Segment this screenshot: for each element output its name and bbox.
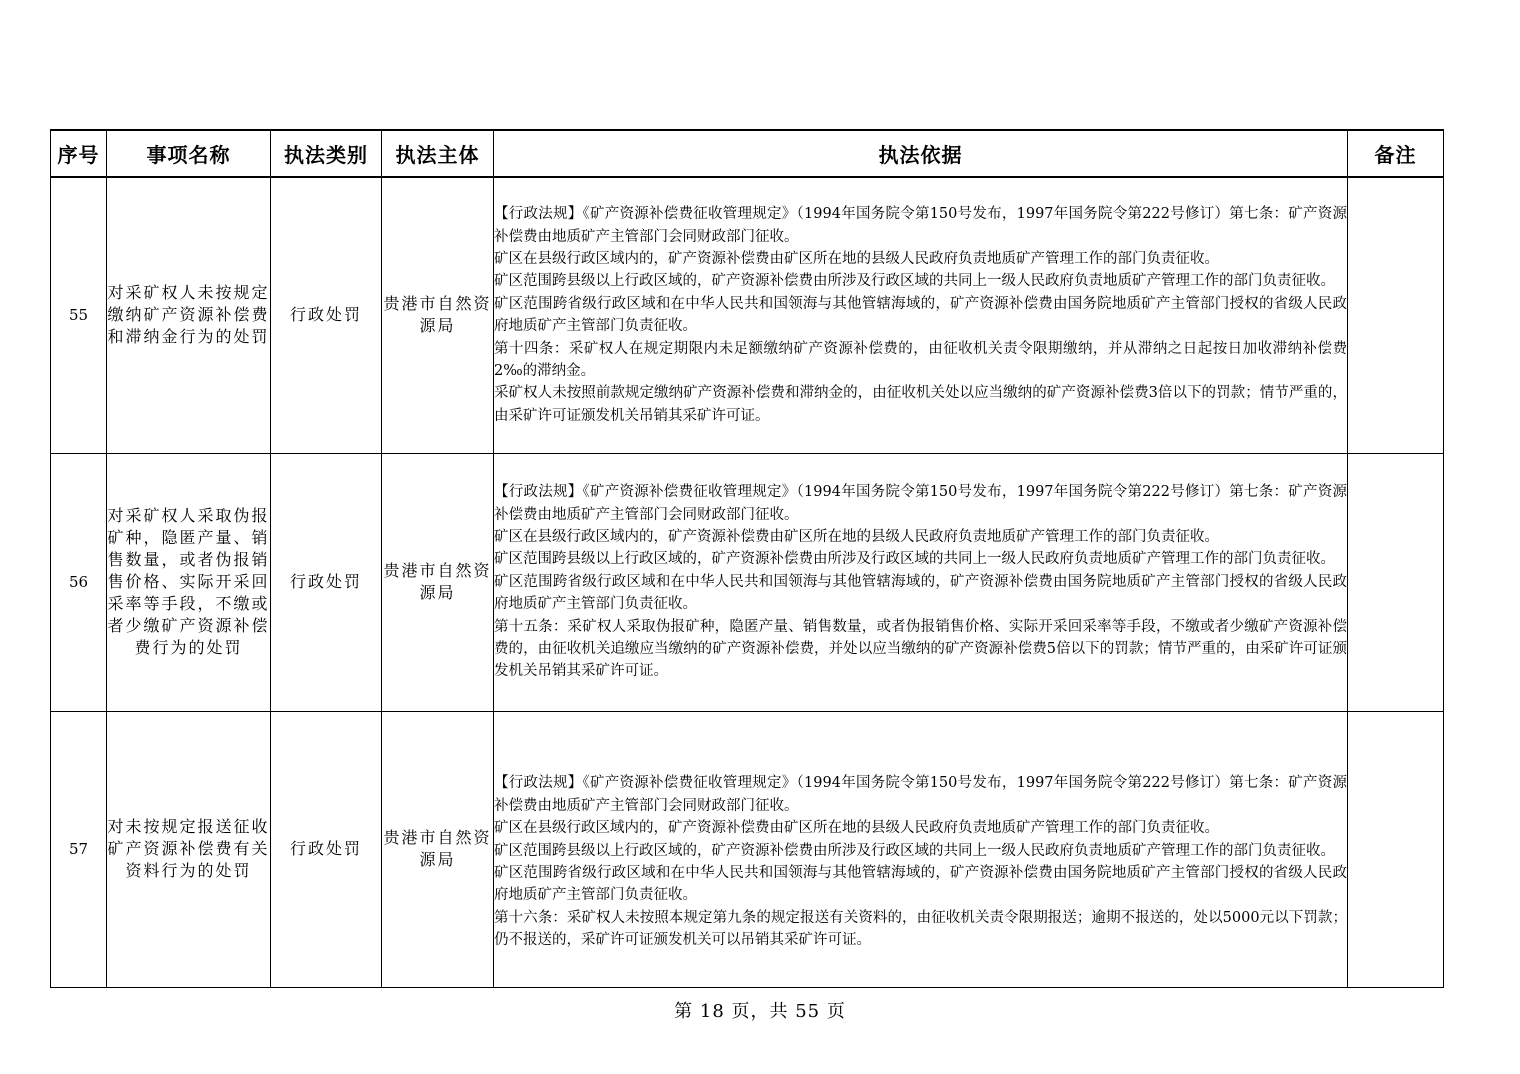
table-header — [51, 130, 1444, 177]
basis-paragraph: 第十四条：采矿权人在规定期限内未足额缴纳矿产资源补偿费的，由征收机关责令限期缴纳，并从滞纳之日起按日加收滞纳补偿费2‰的滞纳金。 — [494, 340, 1347, 380]
basis-paragraph: 矿区在县级行政区域内的，矿产资源补偿费由矿区所在地的县级人民政府负责地质矿产管理工作的部门负责征收。 — [494, 820, 1219, 837]
row-enforcement-body: 贵港市自然资源局 — [382, 177, 494, 453]
row-enforcement-body: 贵港市自然资源局 — [382, 453, 494, 711]
basis-paragraph: 矿区在县级行政区域内的，矿产资源补偿费由矿区所在地的县级人民政府负责地质矿产管理工作的部门负责征收。 — [494, 528, 1219, 545]
enforcement-table — [50, 129, 1444, 988]
table-row — [51, 711, 1444, 987]
row-item-name: 对采矿权人未按规定缴纳矿产资源补偿费和滞纳金行为的处罚 — [107, 177, 271, 453]
header-body: 执法主体 — [382, 130, 494, 177]
table-body — [51, 177, 1444, 987]
row-category: 行政处罚 — [271, 177, 382, 453]
basis-paragraph: 采矿权人未按照前款规定缴纳矿产资源补偿费和滞纳金的，由征收机关处以应当缴纳的矿产资源补偿费3倍以下的罚款；情节严重的，由采矿许可证颁发机关吊销其采矿许可证。 — [494, 385, 1347, 424]
row-item-name: 对采矿权人采取伪报矿种，隐匿产量、销售数量，或者伪报销售价格、实际开采回采率等手段，不缴或者少缴矿产资源补偿费行为的处罚 — [107, 453, 271, 711]
basis-paragraph: 第十五条：采矿权人采取伪报矿种，隐匿产量、销售数量，或者伪报销售价格、实际开采回采率等手段，不缴或者少缴矿产资源补偿费的，由征收机关追缴应当缴纳的矿产资源补偿费，并处以应当缴纳的矿产资源补偿费5倍以下的罚款；情节严重的，由采矿许可证颁发机关吊销其采矿许可证。 — [494, 618, 1347, 680]
row-note — [1348, 711, 1444, 987]
header-note: 备注 — [1348, 130, 1444, 177]
header-category: 执法类别 — [271, 130, 382, 177]
basis-paragraph: 矿区范围跨省级行政区域和在中华人民共和国领海与其他管辖海域的，矿产资源补偿费由国务院地质矿产主管部门授权的省级人民政府地质矿产主管部门负责征收。 — [494, 295, 1347, 335]
table-row — [51, 177, 1444, 453]
row-enforcement-body: 贵港市自然资源局 — [382, 711, 494, 987]
table-row — [51, 453, 1444, 711]
basis-paragraph: 矿区范围跨省级行政区域和在中华人民共和国领海与其他管辖海域的，矿产资源补偿费由国务院地质矿产主管部门授权的省级人民政府地质矿产主管部门负责征收。 — [494, 573, 1347, 613]
basis-paragraph: 【行政法规】《矿产资源补偿费征收管理规定》（1994年国务院令第150号发布，1997年国务院令第222号修订）第七条：矿产资源补偿费由地质矿产主管部门会同财政部门征收。 — [494, 775, 1347, 814]
row-note — [1348, 177, 1444, 453]
row-seq: 55 — [51, 177, 107, 453]
header-seq: 序号 — [51, 130, 107, 177]
basis-paragraph: 【行政法规】《矿产资源补偿费征收管理规定》（1994年国务院令第150号发布，1997年国务院令第222号修订）第七条：矿产资源补偿费由地质矿产主管部门会同财政部门征收。 — [494, 484, 1347, 523]
header-row — [51, 130, 1444, 177]
basis-paragraph: 【行政法规】《矿产资源补偿费征收管理规定》（1994年国务院令第150号发布，1997年国务院令第222号修订）第七条：矿产资源补偿费由地质矿产主管部门会同财政部门征收。 — [494, 206, 1347, 245]
basis-paragraph: 矿区范围跨县级以上行政区域的，矿产资源补偿费由所涉及行政区域的共同上一级人民政府负责地质矿产管理工作的部门负责征收。 — [494, 273, 1335, 290]
row-legal-basis — [494, 711, 1348, 987]
row-category: 行政处罚 — [271, 453, 382, 711]
basis-paragraph: 矿区范围跨县级以上行政区域的，矿产资源补偿费由所涉及行政区域的共同上一级人民政府负责地质矿产管理工作的部门负责征收。 — [494, 551, 1335, 568]
row-category: 行政处罚 — [271, 711, 382, 987]
page-number-footer: 第 18 页，共 55 页 — [674, 1001, 846, 1022]
row-legal-basis — [494, 177, 1348, 453]
header-basis: 执法依据 — [494, 130, 1348, 177]
basis-paragraph: 第十六条：采矿权人未按照本规定第九条的规定报送有关资料的，由征收机关责令限期报送；逾期不报送的，处以5000元以下罚款；仍不报送的，采矿许可证颁发机关可以吊销其采矿许可证。 — [494, 909, 1347, 949]
basis-paragraph: 矿区在县级行政区域内的，矿产资源补偿费由矿区所在地的县级人民政府负责地质矿产管理工作的部门负责征收。 — [494, 251, 1219, 268]
row-seq: 57 — [51, 711, 107, 987]
header-name: 事项名称 — [107, 130, 271, 177]
basis-paragraph: 矿区范围跨省级行政区域和在中华人民共和国领海与其他管辖海域的，矿产资源补偿费由国务院地质矿产主管部门授权的省级人民政府地质矿产主管部门负责征收。 — [494, 865, 1347, 904]
row-seq: 56 — [51, 453, 107, 711]
basis-paragraph: 矿区范围跨县级以上行政区域的，矿产资源补偿费由所涉及行政区域的共同上一级人民政府负责地质矿产管理工作的部门负责征收。 — [494, 842, 1335, 859]
row-note — [1348, 453, 1444, 711]
row-legal-basis — [494, 453, 1348, 711]
row-item-name: 对未按规定报送征收矿产资源补偿费有关资料行为的处罚 — [107, 711, 271, 987]
